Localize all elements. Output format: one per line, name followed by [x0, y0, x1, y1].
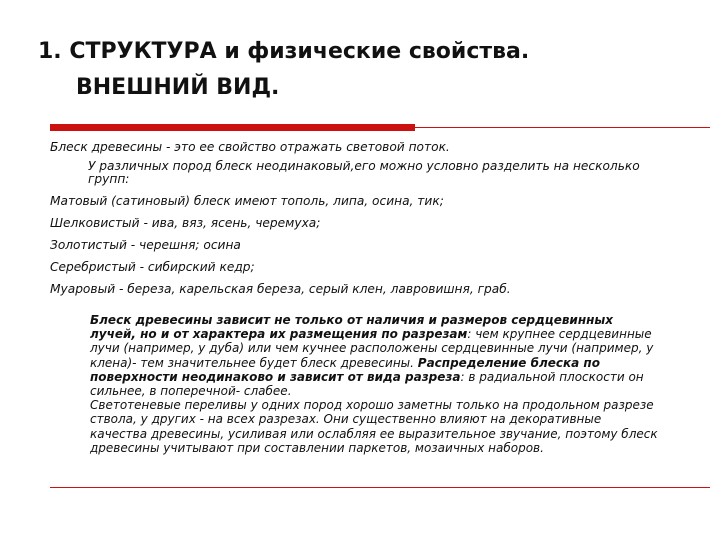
intro-text: У различных пород блеск неодинаковый,его можно условно разделить на несколько групп:: [88, 159, 640, 186]
detail-text-3: Светотеневые переливы у одних пород хорошо заметны только на продольном разрезе ствола, у других - на всех разрезах. Они существенно влияют на декоративные качества древесины, усиливая или ослабляя ее выразительное звучание, поэтому блеск древесины учитывают при составлении паркетов, мозаичных наборов.: [90, 398, 658, 455]
bottom-divider-line: [50, 487, 710, 488]
detail-bold-2: Распределение блеска по поверхности неодинаково и зависит от вида разреза: [90, 355, 600, 384]
title-divider-accent: [50, 124, 415, 131]
group-item: Муаровый - береза, карельская береза, серый клен, лавровишня, граб.: [50, 282, 511, 296]
detail-text-2: : в радиальной плоскости он сильнее, в поперечной- слабее.: [90, 369, 644, 399]
group-item: Шелковистый - ива, вяз, ясень, черемуха;: [50, 216, 321, 230]
title-line-1: 1. СТРУКТУРА и физические свойства.: [38, 39, 530, 64]
detail-text-1: : чем крупнее сердцевинные лучи (например, у дуба) или чем кучнее расположены сердцевинные лучи (например, у клена)- тем значительнее будет блеск древесины.: [90, 327, 654, 370]
title-line-2: ВНЕШНИЙ ВИД.: [76, 75, 280, 100]
group-item: Матовый (сатиновый) блеск имеют тополь, липа, осина, тик;: [50, 194, 444, 208]
slide-title: [38, 34, 708, 106]
group-item: Серебристый - сибирский кедр;: [50, 260, 255, 274]
detail-block: [90, 313, 660, 455]
definition-text: Блеск древесины - это ее свойство отражать световой поток.: [50, 140, 450, 154]
slide-body: [50, 138, 700, 300]
detail-bold-1: Блеск древесины зависит не только от наличия и размеров сердцевинных лучей, но и от характера их размещения по разрезам: [90, 313, 614, 342]
group-item: Золотистый - черешня; осина: [50, 238, 241, 252]
